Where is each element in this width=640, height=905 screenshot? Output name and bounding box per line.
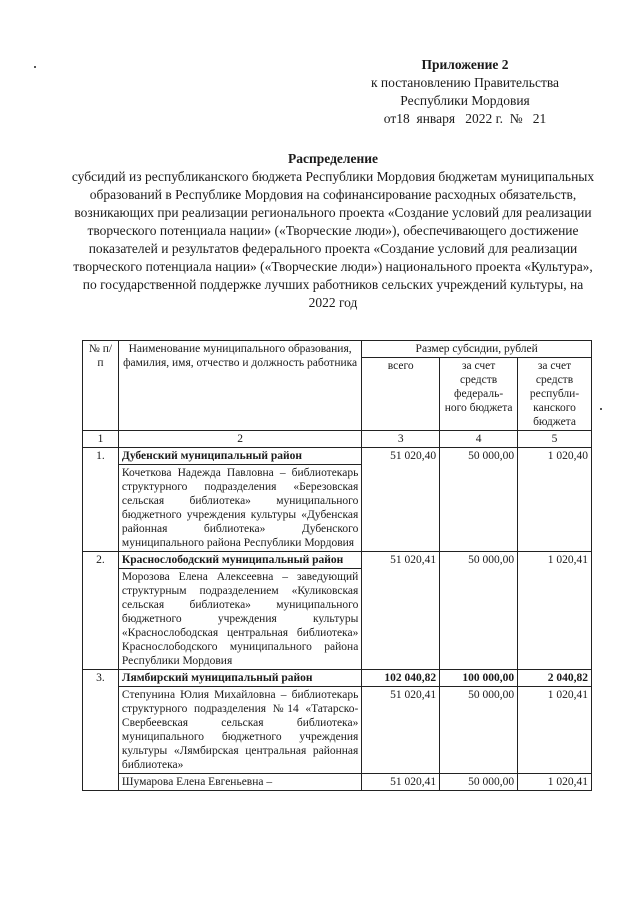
- header-republic: за счет средств республи-канского бюджета: [518, 358, 592, 431]
- header-date: от18 января 2022 г. № 21: [383, 111, 547, 126]
- republic-value: 1 020,40: [518, 448, 592, 552]
- total-value: 51 020,40: [362, 448, 440, 552]
- column-number: 1: [83, 431, 119, 448]
- column-number-row: [83, 431, 592, 448]
- document-title: Распределение: [287, 151, 379, 166]
- district-republic: 2 040,82: [518, 670, 592, 687]
- republic-value: 1 020,41: [518, 774, 592, 791]
- table-row: [83, 670, 592, 687]
- district-name: Лямбирский муниципальный район: [118, 670, 361, 687]
- republic-value: 1 020,41: [518, 687, 592, 774]
- district-name: Дубенский муниципальный район: [118, 448, 361, 465]
- table-row: [83, 774, 592, 791]
- worker-description: Шумарова Елена Евгеньевна –: [118, 774, 361, 791]
- district-federal: 100 000,00: [440, 670, 518, 687]
- header-size: Размер субсидии, рублей: [362, 341, 592, 358]
- total-value: 51 020,41: [362, 687, 440, 774]
- republic-value: 1 020,41: [518, 552, 592, 670]
- district-total: 102 040,82: [362, 670, 440, 687]
- federal-value: 50 000,00: [440, 448, 518, 552]
- worker-description: Кочеткова Надежда Павловна – библиотекарь структурного подразделения «Березовская сельская библиотека» муниципального бюджетного учреждения культуры «Дубенская районная библиотека» Дубенского муниципального района Республики Мордовия: [118, 465, 361, 552]
- worker-description: Морозова Елена Алексеевна – заведующий структурным подразделением «Куликовская сельская библиотека» муниципального бюджетного учреждения культуры «Краснослободская центральная библиотека» Краснослободского муниципального района Республики Мордовия: [118, 569, 361, 670]
- table-header-row: [83, 341, 592, 358]
- column-number: 3: [362, 431, 440, 448]
- row-number: 1.: [83, 448, 119, 552]
- scan-speck: [600, 408, 602, 410]
- federal-value: 50 000,00: [440, 552, 518, 670]
- table-row: [83, 552, 592, 569]
- document-header: [330, 56, 600, 128]
- row-number: 2.: [83, 552, 119, 670]
- header-total: всего: [362, 358, 440, 431]
- header-federal: за счет средств федераль-ного бюджета: [440, 358, 518, 431]
- column-number: 2: [118, 431, 361, 448]
- row-number: 3.: [83, 670, 119, 791]
- document-subtitle: субсидий из республиканского бюджета Республики Мордовия бюджетам муниципальных образований в Республике Мордовия на софинансирование расходных обязательств, возникающих при реализации регионального проекта «Создание условий для реализации творческого потенциала нации» («Творческие люди»), обеспечивающего достижение показателей и результатов федерального проекта «Создание условий для реализации творческого потенциала нации» («Творческие люди») национального проекта «Культура», по государственной поддержке лучших работников сельских учреждений культуры, на 2022 год: [71, 169, 595, 310]
- table-row: [83, 687, 592, 774]
- total-value: 51 020,41: [362, 552, 440, 670]
- subsidy-table: [82, 340, 592, 791]
- scan-speck: [34, 66, 36, 68]
- appendix-title: Приложение 2: [421, 57, 509, 72]
- district-name: Краснослободский муниципальный район: [118, 552, 361, 569]
- header-line: к постановлению Правительства: [370, 75, 560, 90]
- column-number: 4: [440, 431, 518, 448]
- header-num: № п/п: [83, 341, 119, 431]
- header-line: Республики Мордовия: [400, 93, 530, 108]
- worker-description: Степунина Юлия Михайловна – библиотекарь структурного подразделения №14 «Татарско-Свербеевская сельская библиотека» муниципального бюджетного учреждения культуры «Лямбирская центральная районная библиотека»: [118, 687, 361, 774]
- header-name: Наименование муниципального образования, фамилия, имя, отчество и должность работника: [118, 341, 361, 431]
- document-title-block: [70, 150, 596, 312]
- total-value: 51 020,41: [362, 774, 440, 791]
- federal-value: 50 000,00: [440, 687, 518, 774]
- federal-value: 50 000,00: [440, 774, 518, 791]
- column-number: 5: [518, 431, 592, 448]
- table-row: [83, 448, 592, 465]
